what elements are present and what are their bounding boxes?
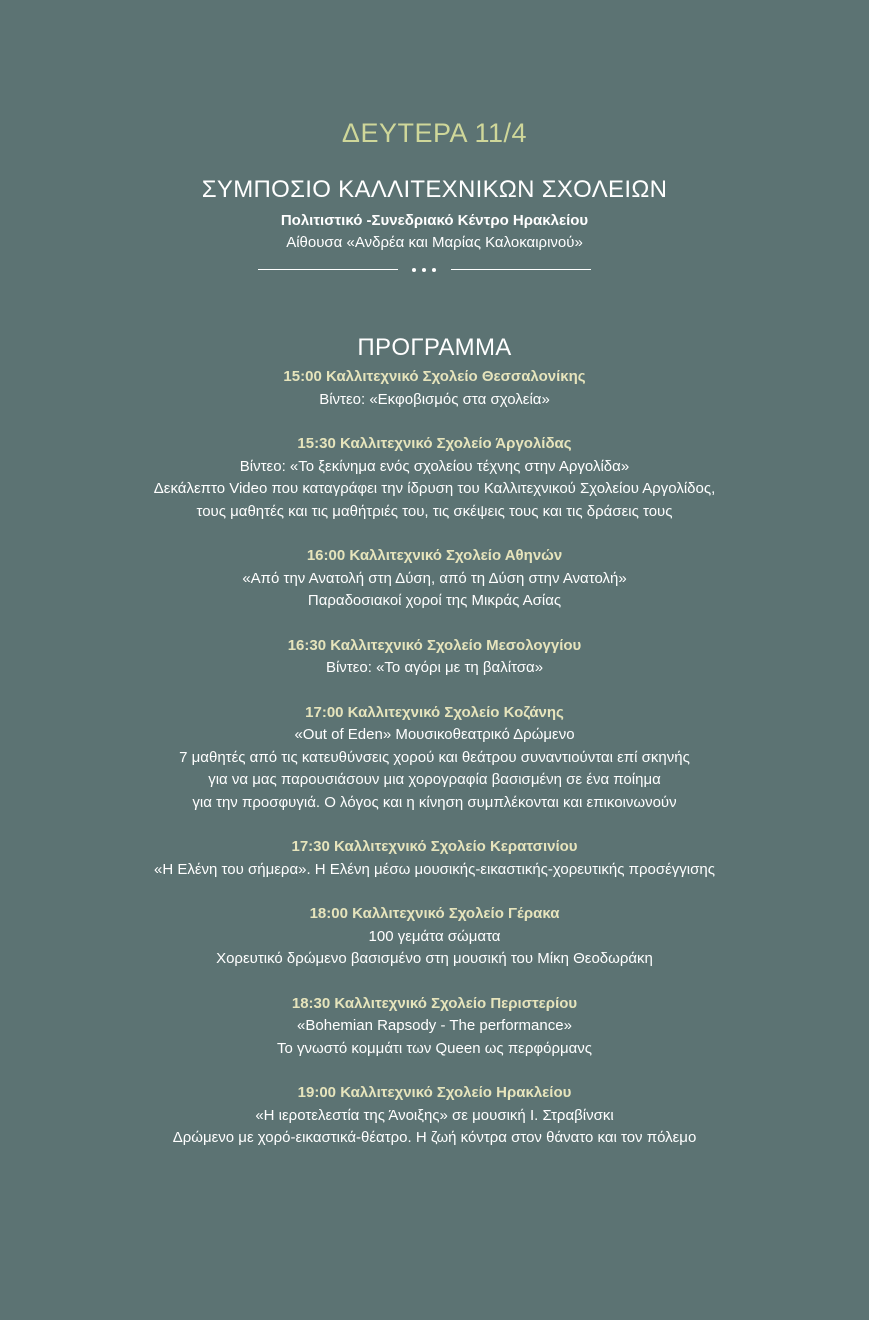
event-description: «Από την Ανατολή στη Δύση, από τη Δύση στην Ανατολή» [242, 569, 627, 587]
hall-name: Αίθουσα «Ανδρέα και Μαρίας Καλοκαιρινού» [286, 234, 583, 251]
event-heading: 18:00 Καλλιτεχνικό Σχολείο Γέρακα [309, 905, 560, 922]
schedule-item [0, 903, 869, 971]
event-description: Δεκάλεπτο Video που καταγράφει την ίδρυση του Καλλιτεχνικού Σχολείου Αργολίδος, [153, 480, 716, 497]
program-title: ΠΡΟΓΡΑΜΜΑ [357, 334, 512, 361]
event-description: Παραδοσιακοί χοροί της Μικράς Ασίας [307, 592, 562, 609]
ornament-divider [0, 260, 869, 278]
event-description: 100 γεμάτα σώματα [368, 927, 501, 945]
schedule-list [0, 366, 869, 1150]
event-description: «Bohemian Rapsody - The performance» [297, 1017, 572, 1034]
event-description: «Out of Eden» Μουσικοθεατρικό Δρώμενο [294, 726, 575, 743]
event-description: για να μας παρουσιάσουν μια χορογραφία βασισμένη σε ένα ποίημα [208, 771, 661, 788]
event-description: Βίντεο: «Το ξεκίνημα ενός σχολείου τέχνης στην Αργολίδα» [239, 457, 630, 475]
event-heading: 15:30 Καλλιτεχνικό Σχολείο Άργολίδας [297, 435, 572, 452]
event-heading: 19:00 Καλλιτεχνικό Σχολείο Ηρακλείου [297, 1084, 572, 1101]
event-heading: 17:00 Καλλιτεχνικό Σχολείο Κοζάνης [305, 703, 564, 721]
event-heading: 18:30 Καλλιτεχνικό Σχολείο Περιστερίου [291, 994, 578, 1012]
schedule-item [0, 1082, 869, 1150]
event-heading: 16:30 Καλλιτεχνικό Σχολείο Μεσολογγίου [287, 636, 582, 654]
venue-name: Πολιτιστικό -Συνεδριακό Κέντρο Ηρακλείου [280, 212, 589, 229]
event-heading: 16:00 Καλλιτεχνικό Σχολείο Αθηνών [306, 547, 563, 564]
event-description: Δρώμενο με χορό-εικαστικά-θέατρο. Η ζωή κόντρα στον θάνατο και τον πόλεμο [172, 1129, 697, 1146]
divider-line-left [258, 269, 398, 270]
schedule-item [0, 433, 869, 523]
event-heading: 17:30 Καλλιτεχνικό Σχολείο Κερατσινίου [291, 838, 578, 855]
event-description: Το γνωστό κομμάτι των Queen ως περφόρμανς [276, 1039, 593, 1057]
three-dots-icon [412, 268, 436, 272]
event-description: «Η ιεροτελεστία της Άνοιξης» σε μουσική Ι. Στραβίνσκι [255, 1106, 614, 1124]
symposium-title: ΣΥΜΠΟΣΙΟ ΚΑΛΛΙΤΕΧΝΙΚΩΝ ΣΧΟΛΕΙΩΝ [201, 176, 668, 203]
divider-line-right [451, 269, 591, 270]
event-description: για την προσφυγιά. Ο λόγος και η κίνηση συμπλέκονται και επικοινωνούν [192, 793, 677, 811]
schedule-item [0, 836, 869, 881]
event-heading: 15:00 Καλλιτεχνικό Σχολείο Θεσσαλονίκης [283, 368, 586, 385]
event-description: «Η Ελένη του σήμερα». Η Ελένη μέσω μουσικής-εικαστικής-χορευτικής προσέγγισης [154, 860, 715, 878]
schedule-item [0, 545, 869, 613]
schedule-item [0, 366, 869, 411]
event-description: τους μαθητές και τις μαθήτριές του, τις σκέψεις τους και τις δράσεις τους [196, 502, 673, 520]
schedule-item [0, 993, 869, 1061]
day-heading: ΔΕΥΤΕΡΑ 11/4 [341, 118, 528, 148]
event-description: 7 μαθητές από τις κατευθύνσεις χορού και θεάτρου συναντιούνται επί σκηνής [179, 748, 690, 766]
event-description: Χορευτικό δρώμενο βασισμένο στη μουσική του Μίκη Θεοδωράκη [216, 950, 653, 967]
schedule-item [0, 702, 869, 815]
event-description: Βίντεο: «Το αγόρι με τη βαλίτσα» [325, 659, 544, 676]
schedule-item [0, 635, 869, 680]
event-description: Βίντεο: «Εκφοβισμός στα σχολεία» [319, 390, 550, 408]
